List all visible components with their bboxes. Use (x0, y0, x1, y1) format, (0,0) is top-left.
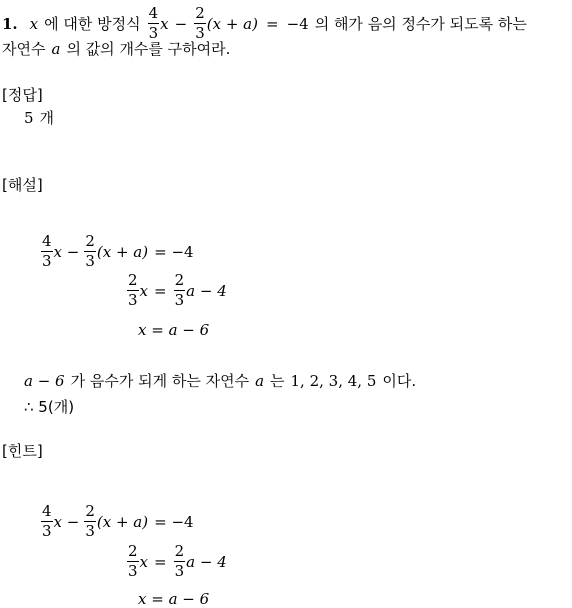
problem-line-1 (2, 6, 527, 41)
problem-text-2: 의 해가 음의 정수가 되도록 하는 (314, 15, 527, 33)
problem-text-1: 에 대한 방정식 (44, 15, 141, 33)
hint-equation-3: x = a − 6 (138, 590, 210, 608)
fraction-2-3: $\frac{2}{3}$ (195, 4, 205, 42)
minus-sign: − (174, 14, 188, 33)
solution-therefore: ∴ 5(개) (24, 398, 75, 416)
solution-equation-2: $\frac{2}{3}$ x = $\frac{2}{3}$ a − 4 (128, 271, 227, 309)
hint-equation-2: $\frac{2}{3}$ x = $\frac{2}{3}$ a − 4 (128, 542, 227, 580)
paren-expression: (x + a) (206, 14, 258, 33)
answer-value: 5 개 (24, 108, 55, 127)
equals-sign: = (265, 14, 279, 33)
problem-text-4: 의 값의 개수를 구하여라. (66, 40, 231, 58)
problem-text-3: 자연수 (2, 40, 46, 58)
var-x: x (29, 14, 39, 33)
fraction-4-3: $\frac{4}{3}$ (148, 4, 159, 42)
solution-equation-3: x = a − 6 (138, 321, 210, 339)
problem-line-2 (2, 38, 230, 59)
solution-heading: [해설] (2, 176, 43, 194)
hint-heading: [힌트] (2, 442, 43, 460)
var-x-2: x (160, 14, 169, 33)
solution-equation-1: $\frac{4}{3}$ x − $\frac{2}{3}$ (x + a) = −4 (42, 232, 194, 270)
var-a: a (51, 39, 61, 58)
hint-equation-1: $\frac{4}{3}$ x − $\frac{2}{3}$ (x + a) = −4 (42, 502, 194, 540)
problem-number: 1. (2, 14, 18, 33)
solution-explanation: a − 6 가 음수가 되게 하는 자연수 a 는 1, 2, 3, 4, 5 이다. (24, 371, 417, 390)
rhs-value: −4 (286, 14, 309, 33)
answer-heading: [정답] (2, 86, 43, 104)
